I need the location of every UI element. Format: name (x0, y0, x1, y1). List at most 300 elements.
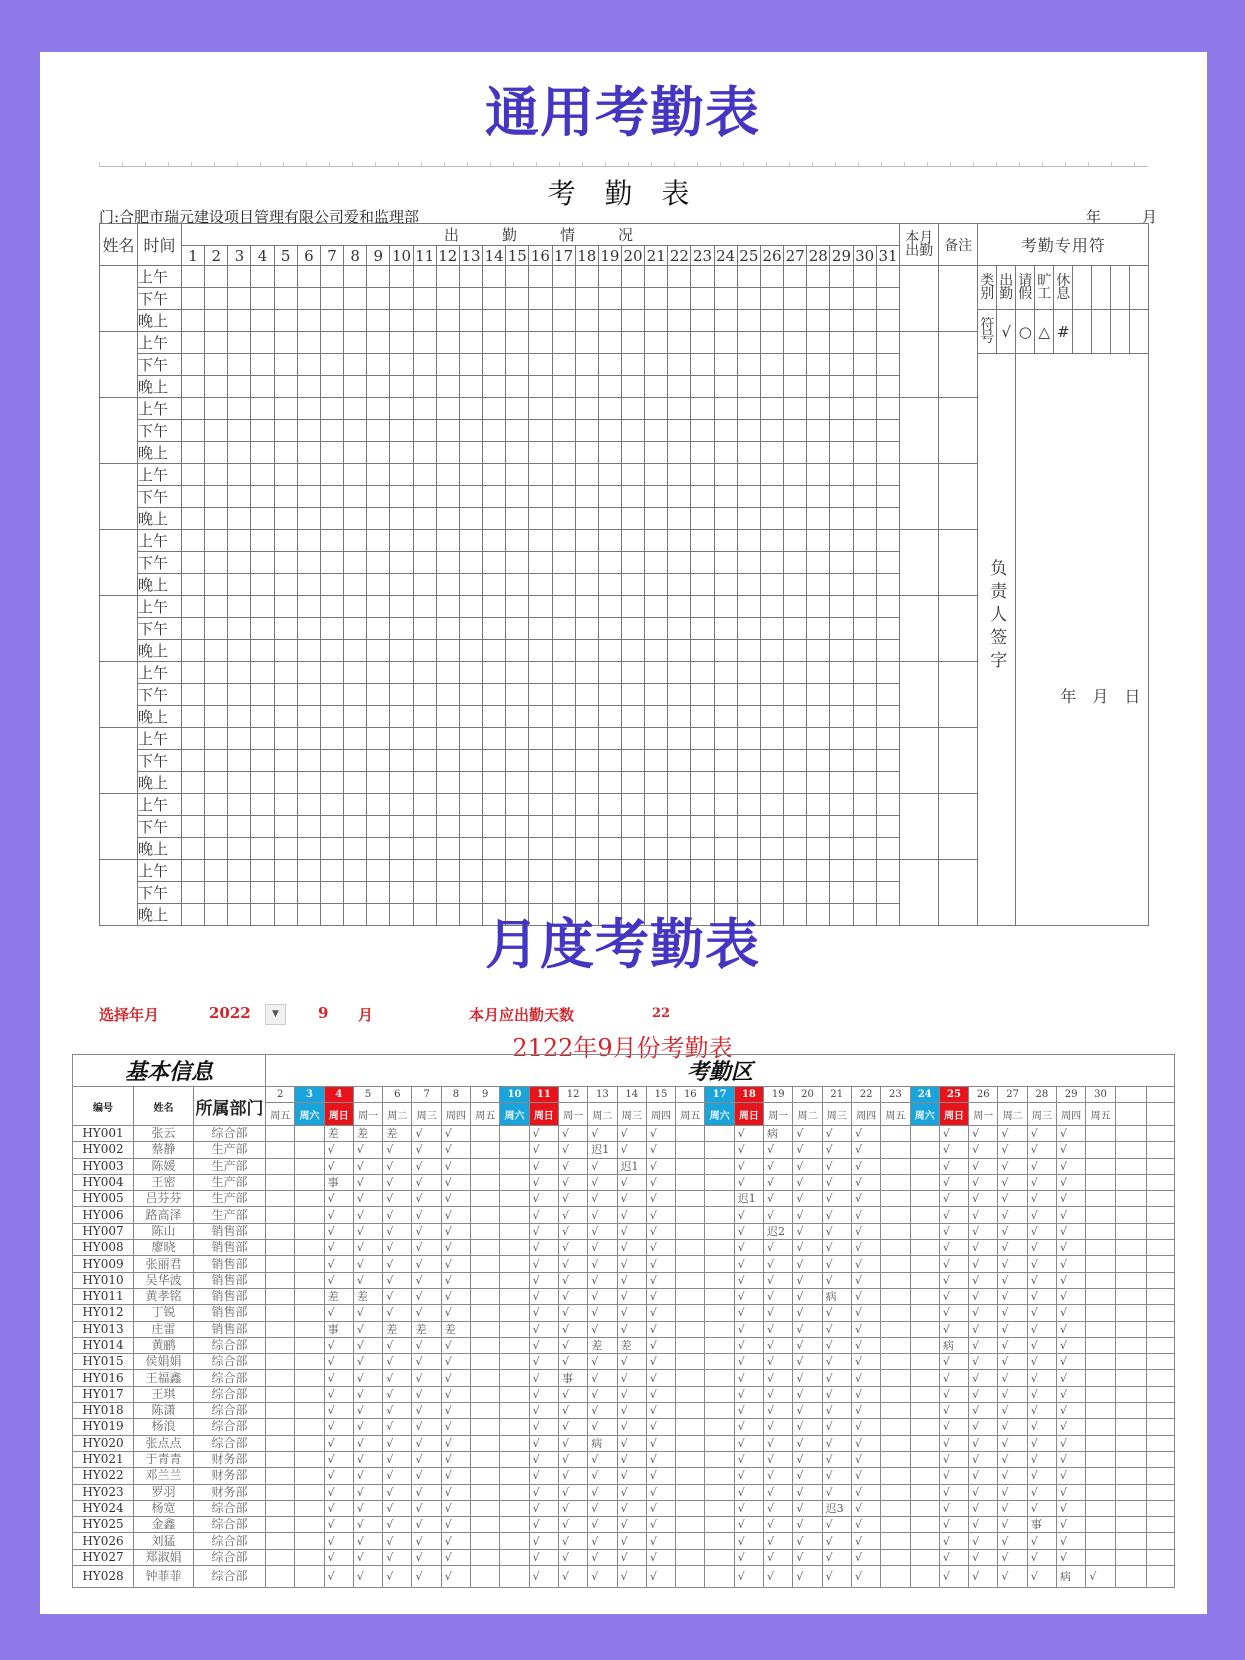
attendance-mark[interactable]: √ (1027, 1566, 1056, 1588)
attendance-mark[interactable]: √ (529, 1484, 558, 1500)
attendance-mark[interactable]: √ (998, 1288, 1027, 1304)
attendance-mark[interactable]: √ (793, 1321, 822, 1337)
attendance-mark[interactable] (705, 1549, 734, 1565)
attendance-cell[interactable] (714, 530, 737, 552)
attendance-cell[interactable] (344, 618, 367, 640)
attendance-mark[interactable]: √ (1057, 1305, 1086, 1321)
attendance-cell[interactable] (784, 464, 807, 486)
attendance-cell[interactable] (483, 816, 506, 838)
attendance-cell[interactable] (251, 574, 274, 596)
attendance-cell[interactable] (876, 772, 900, 794)
attendance-mark[interactable]: √ (441, 1288, 470, 1304)
attendance-mark[interactable] (910, 1419, 939, 1435)
attendance-mark[interactable]: √ (441, 1468, 470, 1484)
attendance-mark[interactable]: √ (324, 1240, 353, 1256)
attendance-cell[interactable] (668, 640, 691, 662)
attendance-cell[interactable] (228, 640, 251, 662)
empty-cell[interactable] (1146, 1549, 1174, 1565)
attendance-mark[interactable]: √ (646, 1435, 675, 1451)
attendance-cell[interactable] (529, 882, 552, 904)
attendance-cell[interactable] (390, 266, 413, 288)
attendance-cell[interactable] (760, 750, 783, 772)
attendance-cell[interactable] (459, 310, 482, 332)
attendance-cell[interactable] (483, 442, 506, 464)
empty-cell[interactable] (1115, 1321, 1146, 1337)
attendance-mark[interactable] (881, 1403, 910, 1419)
attendance-cell[interactable] (436, 882, 459, 904)
attendance-mark[interactable]: √ (851, 1126, 880, 1142)
attendance-mark[interactable]: √ (617, 1174, 646, 1190)
attendance-cell[interactable] (691, 838, 714, 860)
attendance-mark[interactable]: √ (822, 1337, 851, 1353)
attendance-mark[interactable]: √ (734, 1386, 763, 1402)
attendance-cell[interactable] (436, 684, 459, 706)
attendance-mark[interactable]: √ (441, 1337, 470, 1353)
attendance-cell[interactable] (320, 398, 343, 420)
attendance-mark[interactable]: √ (939, 1191, 968, 1207)
attendance-mark[interactable]: √ (412, 1500, 441, 1516)
attendance-cell[interactable] (830, 354, 853, 376)
attendance-cell[interactable] (853, 706, 876, 728)
attendance-cell[interactable] (529, 508, 552, 530)
attendance-cell[interactable] (436, 728, 459, 750)
attendance-mark[interactable] (471, 1370, 500, 1386)
attendance-mark[interactable]: √ (793, 1533, 822, 1549)
attendance-mark[interactable]: √ (383, 1549, 412, 1565)
attendance-cell[interactable] (760, 398, 783, 420)
attendance-cell[interactable] (598, 398, 621, 420)
attendance-cell[interactable] (297, 486, 320, 508)
attendance-cell[interactable] (876, 662, 900, 684)
attendance-cell[interactable] (853, 530, 876, 552)
attendance-mark[interactable]: √ (588, 1240, 617, 1256)
attendance-cell[interactable] (459, 728, 482, 750)
attendance-cell[interactable] (274, 310, 297, 332)
attendance-cell[interactable] (413, 574, 436, 596)
attendance-cell[interactable] (807, 750, 830, 772)
attendance-cell[interactable] (529, 816, 552, 838)
attendance-mark[interactable]: √ (998, 1321, 1027, 1337)
attendance-cell[interactable] (598, 618, 621, 640)
attendance-mark[interactable]: √ (793, 1451, 822, 1467)
attendance-cell[interactable] (737, 420, 760, 442)
attendance-mark[interactable]: √ (793, 1566, 822, 1588)
attendance-cell[interactable] (483, 860, 506, 882)
attendance-cell[interactable] (390, 640, 413, 662)
attendance-mark[interactable] (910, 1305, 939, 1321)
attendance-cell[interactable] (760, 816, 783, 838)
attendance-mark[interactable] (676, 1223, 705, 1239)
attendance-cell[interactable] (807, 464, 830, 486)
attendance-mark[interactable] (1086, 1370, 1115, 1386)
attendance-cell[interactable] (367, 442, 390, 464)
attendance-mark[interactable]: √ (998, 1386, 1027, 1402)
attendance-mark[interactable] (910, 1126, 939, 1142)
attendance-cell[interactable] (691, 310, 714, 332)
attendance-mark[interactable] (266, 1174, 295, 1190)
attendance-mark[interactable]: √ (617, 1419, 646, 1435)
attendance-mark[interactable]: √ (1057, 1240, 1086, 1256)
attendance-mark[interactable]: √ (529, 1126, 558, 1142)
attendance-cell[interactable] (320, 552, 343, 574)
attendance-cell[interactable] (274, 552, 297, 574)
attendance-mark[interactable]: √ (764, 1174, 793, 1190)
attendance-mark[interactable] (1115, 1566, 1146, 1588)
attendance-mark[interactable]: √ (412, 1533, 441, 1549)
attendance-mark[interactable]: √ (734, 1174, 763, 1190)
empty-cell[interactable] (1146, 1207, 1174, 1223)
attendance-mark[interactable] (705, 1223, 734, 1239)
attendance-cell[interactable] (506, 728, 529, 750)
attendance-cell[interactable] (784, 728, 807, 750)
attendance-mark[interactable] (471, 1321, 500, 1337)
attendance-cell[interactable] (807, 486, 830, 508)
attendance-mark[interactable]: √ (764, 1321, 793, 1337)
attendance-mark[interactable]: √ (1057, 1256, 1086, 1272)
attendance-cell[interactable] (830, 288, 853, 310)
attendance-mark[interactable]: √ (646, 1142, 675, 1158)
attendance-cell[interactable] (691, 706, 714, 728)
attendance-mark[interactable]: √ (969, 1354, 998, 1370)
attendance-mark[interactable]: √ (822, 1174, 851, 1190)
attendance-mark[interactable]: √ (969, 1142, 998, 1158)
attendance-cell[interactable] (506, 508, 529, 530)
attendance-cell[interactable] (297, 574, 320, 596)
attendance-cell[interactable] (621, 860, 644, 882)
attendance-cell[interactable] (483, 376, 506, 398)
attendance-cell[interactable] (668, 838, 691, 860)
attendance-mark[interactable]: √ (764, 1435, 793, 1451)
attendance-mark[interactable]: √ (353, 1468, 382, 1484)
attendance-mark[interactable]: √ (441, 1354, 470, 1370)
attendance-mark[interactable]: √ (383, 1386, 412, 1402)
attendance-cell[interactable] (784, 266, 807, 288)
attendance-cell[interactable] (483, 772, 506, 794)
attendance-cell[interactable] (459, 552, 482, 574)
attendance-mark[interactable]: √ (734, 1223, 763, 1239)
attendance-cell[interactable] (297, 772, 320, 794)
attendance-mark[interactable]: √ (1057, 1386, 1086, 1402)
attendance-cell[interactable] (483, 530, 506, 552)
attendance-cell[interactable] (830, 728, 853, 750)
attendance-mark[interactable]: √ (969, 1223, 998, 1239)
attendance-mark[interactable]: √ (822, 1126, 851, 1142)
attendance-cell[interactable] (459, 508, 482, 530)
attendance-mark[interactable] (705, 1142, 734, 1158)
attendance-cell[interactable] (483, 684, 506, 706)
attendance-mark[interactable] (705, 1533, 734, 1549)
attendance-mark[interactable]: √ (441, 1403, 470, 1419)
attendance-mark[interactable]: √ (822, 1240, 851, 1256)
attendance-mark[interactable]: √ (939, 1435, 968, 1451)
attendance-cell[interactable] (297, 552, 320, 574)
attendance-mark[interactable]: √ (353, 1223, 382, 1239)
attendance-cell[interactable] (784, 420, 807, 442)
attendance-cell[interactable] (367, 662, 390, 684)
attendance-mark[interactable]: √ (324, 1305, 353, 1321)
attendance-cell[interactable] (483, 552, 506, 574)
attendance-mark[interactable]: √ (822, 1549, 851, 1565)
attendance-cell[interactable] (598, 464, 621, 486)
attendance-cell[interactable] (714, 816, 737, 838)
attendance-mark[interactable]: √ (939, 1517, 968, 1533)
attendance-cell[interactable] (876, 860, 900, 882)
attendance-cell[interactable] (483, 354, 506, 376)
attendance-mark[interactable]: √ (353, 1158, 382, 1174)
attendance-mark[interactable] (266, 1272, 295, 1288)
attendance-cell[interactable] (251, 464, 274, 486)
attendance-cell[interactable] (251, 662, 274, 684)
attendance-mark[interactable]: 迟2 (764, 1223, 793, 1239)
attendance-cell[interactable] (714, 618, 737, 640)
empty-cell[interactable] (1115, 1517, 1146, 1533)
attendance-mark[interactable] (676, 1240, 705, 1256)
attendance-mark[interactable]: √ (412, 1435, 441, 1451)
attendance-cell[interactable] (251, 508, 274, 530)
attendance-cell[interactable] (691, 728, 714, 750)
attendance-mark[interactable]: √ (1027, 1484, 1056, 1500)
attendance-cell[interactable] (390, 530, 413, 552)
attendance-mark[interactable]: √ (1027, 1223, 1056, 1239)
attendance-mark[interactable] (881, 1533, 910, 1549)
attendance-mark[interactable]: √ (558, 1142, 587, 1158)
attendance-mark[interactable] (500, 1207, 529, 1223)
attendance-cell[interactable] (506, 706, 529, 728)
attendance-mark[interactable]: √ (383, 1500, 412, 1516)
attendance-mark[interactable]: √ (1027, 1288, 1056, 1304)
attendance-mark[interactable]: √ (529, 1240, 558, 1256)
attendance-cell[interactable] (760, 442, 783, 464)
attendance-mark[interactable]: √ (441, 1484, 470, 1500)
attendance-mark[interactable]: √ (558, 1126, 587, 1142)
attendance-cell[interactable] (552, 508, 575, 530)
attendance-cell[interactable] (691, 398, 714, 420)
attendance-cell[interactable] (807, 596, 830, 618)
attendance-cell[interactable] (737, 640, 760, 662)
attendance-cell[interactable] (228, 288, 251, 310)
attendance-mark[interactable]: √ (793, 1354, 822, 1370)
attendance-cell[interactable] (876, 266, 900, 288)
attendance-mark[interactable]: √ (383, 1272, 412, 1288)
attendance-cell[interactable] (436, 486, 459, 508)
attendance-cell[interactable] (876, 706, 900, 728)
attendance-mark[interactable]: √ (939, 1321, 968, 1337)
attendance-mark[interactable]: √ (939, 1468, 968, 1484)
attendance-cell[interactable] (205, 266, 228, 288)
attendance-cell[interactable] (228, 530, 251, 552)
attendance-mark[interactable] (881, 1549, 910, 1565)
attendance-mark[interactable]: √ (529, 1305, 558, 1321)
attendance-cell[interactable] (483, 596, 506, 618)
attendance-cell[interactable] (876, 442, 900, 464)
attendance-cell[interactable] (297, 530, 320, 552)
attendance-mark[interactable]: √ (969, 1191, 998, 1207)
attendance-mark[interactable]: √ (646, 1403, 675, 1419)
attendance-cell[interactable] (228, 486, 251, 508)
attendance-cell[interactable] (459, 662, 482, 684)
attendance-mark[interactable] (500, 1158, 529, 1174)
attendance-mark[interactable]: √ (646, 1419, 675, 1435)
attendance-cell[interactable] (621, 464, 644, 486)
attendance-mark[interactable]: √ (383, 1566, 412, 1588)
attendance-mark[interactable]: √ (383, 1174, 412, 1190)
attendance-mark[interactable]: √ (412, 1549, 441, 1565)
attendance-mark[interactable]: √ (1057, 1126, 1086, 1142)
attendance-mark[interactable]: √ (1027, 1403, 1056, 1419)
attendance-cell[interactable] (251, 376, 274, 398)
attendance-mark[interactable] (881, 1321, 910, 1337)
attendance-mark[interactable]: 差 (383, 1126, 412, 1142)
attendance-mark[interactable]: √ (646, 1354, 675, 1370)
year-dropdown-icon[interactable]: ▼ (265, 1004, 286, 1025)
empty-cell[interactable] (1115, 1549, 1146, 1565)
attendance-cell[interactable] (598, 772, 621, 794)
attendance-cell[interactable] (390, 816, 413, 838)
attendance-mark[interactable]: √ (353, 1533, 382, 1549)
attendance-cell[interactable] (668, 750, 691, 772)
attendance-cell[interactable] (575, 618, 598, 640)
attendance-mark[interactable]: √ (324, 1207, 353, 1223)
attendance-mark[interactable]: √ (1057, 1435, 1086, 1451)
attendance-cell[interactable] (668, 596, 691, 618)
attendance-mark[interactable]: √ (529, 1403, 558, 1419)
attendance-mark[interactable]: √ (441, 1419, 470, 1435)
attendance-cell[interactable] (575, 464, 598, 486)
attendance-cell[interactable] (251, 618, 274, 640)
attendance-cell[interactable] (575, 354, 598, 376)
attendance-mark[interactable] (500, 1126, 529, 1142)
attendance-cell[interactable] (575, 398, 598, 420)
attendance-cell[interactable] (367, 750, 390, 772)
attendance-mark[interactable]: √ (822, 1321, 851, 1337)
employee-name-cell[interactable] (100, 728, 138, 794)
attendance-cell[interactable] (876, 728, 900, 750)
attendance-cell[interactable] (784, 552, 807, 574)
attendance-mark[interactable]: √ (324, 1256, 353, 1272)
empty-cell[interactable] (1115, 1484, 1146, 1500)
attendance-mark[interactable] (910, 1191, 939, 1207)
attendance-cell[interactable] (320, 750, 343, 772)
attendance-cell[interactable] (807, 288, 830, 310)
attendance-cell[interactable] (390, 310, 413, 332)
attendance-cell[interactable] (205, 464, 228, 486)
empty-cell[interactable] (1115, 1126, 1146, 1142)
empty-cell[interactable] (1115, 1468, 1146, 1484)
attendance-mark[interactable]: √ (764, 1419, 793, 1435)
attendance-mark[interactable]: √ (324, 1191, 353, 1207)
attendance-cell[interactable] (274, 706, 297, 728)
empty-cell[interactable] (1115, 1337, 1146, 1353)
attendance-cell[interactable] (714, 288, 737, 310)
attendance-mark[interactable]: √ (558, 1419, 587, 1435)
attendance-cell[interactable] (413, 706, 436, 728)
attendance-mark[interactable]: √ (383, 1403, 412, 1419)
attendance-cell[interactable] (645, 816, 668, 838)
attendance-mark[interactable]: √ (383, 1256, 412, 1272)
attendance-mark[interactable]: √ (734, 1288, 763, 1304)
attendance-cell[interactable] (182, 508, 205, 530)
attendance-cell[interactable] (320, 508, 343, 530)
attendance-mark[interactable] (500, 1435, 529, 1451)
attendance-cell[interactable] (760, 530, 783, 552)
attendance-cell[interactable] (876, 838, 900, 860)
attendance-cell[interactable] (807, 618, 830, 640)
attendance-cell[interactable] (344, 376, 367, 398)
attendance-mark[interactable] (676, 1566, 705, 1588)
attendance-mark[interactable]: √ (324, 1370, 353, 1386)
attendance-cell[interactable] (830, 860, 853, 882)
attendance-cell[interactable] (552, 706, 575, 728)
attendance-mark[interactable]: √ (529, 1191, 558, 1207)
attendance-mark[interactable]: √ (851, 1566, 880, 1588)
attendance-mark[interactable]: √ (851, 1207, 880, 1223)
attendance-cell[interactable] (668, 684, 691, 706)
attendance-cell[interactable] (344, 882, 367, 904)
attendance-cell[interactable] (413, 486, 436, 508)
attendance-cell[interactable] (853, 750, 876, 772)
attendance-cell[interactable] (367, 376, 390, 398)
attendance-cell[interactable] (344, 332, 367, 354)
attendance-mark[interactable] (295, 1240, 324, 1256)
attendance-mark[interactable]: √ (353, 1240, 382, 1256)
empty-cell[interactable] (1146, 1484, 1174, 1500)
attendance-cell[interactable] (413, 728, 436, 750)
attendance-cell[interactable] (182, 398, 205, 420)
attendance-mark[interactable]: √ (939, 1370, 968, 1386)
attendance-mark[interactable]: √ (969, 1158, 998, 1174)
attendance-mark[interactable]: √ (617, 1435, 646, 1451)
attendance-mark[interactable]: √ (969, 1174, 998, 1190)
attendance-cell[interactable] (274, 596, 297, 618)
attendance-cell[interactable] (344, 288, 367, 310)
attendance-cell[interactable] (390, 882, 413, 904)
attendance-mark[interactable]: √ (617, 1468, 646, 1484)
attendance-mark[interactable]: √ (734, 1272, 763, 1288)
attendance-cell[interactable] (390, 288, 413, 310)
attendance-mark[interactable] (676, 1191, 705, 1207)
attendance-mark[interactable] (1086, 1451, 1115, 1467)
attendance-mark[interactable]: √ (822, 1354, 851, 1370)
attendance-mark[interactable] (500, 1142, 529, 1158)
attendance-cell[interactable] (691, 816, 714, 838)
attendance-cell[interactable] (714, 376, 737, 398)
attendance-cell[interactable] (668, 662, 691, 684)
attendance-cell[interactable] (205, 420, 228, 442)
attendance-cell[interactable] (784, 442, 807, 464)
remark-cell[interactable] (939, 266, 978, 332)
attendance-mark[interactable] (295, 1500, 324, 1516)
attendance-mark[interactable]: √ (383, 1354, 412, 1370)
attendance-cell[interactable] (598, 596, 621, 618)
attendance-mark[interactable] (266, 1207, 295, 1223)
attendance-mark[interactable]: √ (998, 1354, 1027, 1370)
attendance-cell[interactable] (228, 420, 251, 442)
attendance-mark[interactable] (881, 1272, 910, 1288)
attendance-mark[interactable]: √ (646, 1305, 675, 1321)
attendance-mark[interactable]: √ (998, 1566, 1027, 1588)
attendance-cell[interactable] (876, 508, 900, 530)
attendance-cell[interactable] (575, 596, 598, 618)
attendance-mark[interactable]: √ (558, 1305, 587, 1321)
attendance-cell[interactable] (575, 838, 598, 860)
attendance-mark[interactable] (676, 1500, 705, 1516)
attendance-mark[interactable]: √ (441, 1126, 470, 1142)
attendance-cell[interactable] (876, 288, 900, 310)
attendance-mark[interactable]: √ (998, 1468, 1027, 1484)
attendance-cell[interactable] (552, 596, 575, 618)
attendance-mark[interactable]: √ (764, 1403, 793, 1419)
attendance-mark[interactable]: √ (617, 1403, 646, 1419)
